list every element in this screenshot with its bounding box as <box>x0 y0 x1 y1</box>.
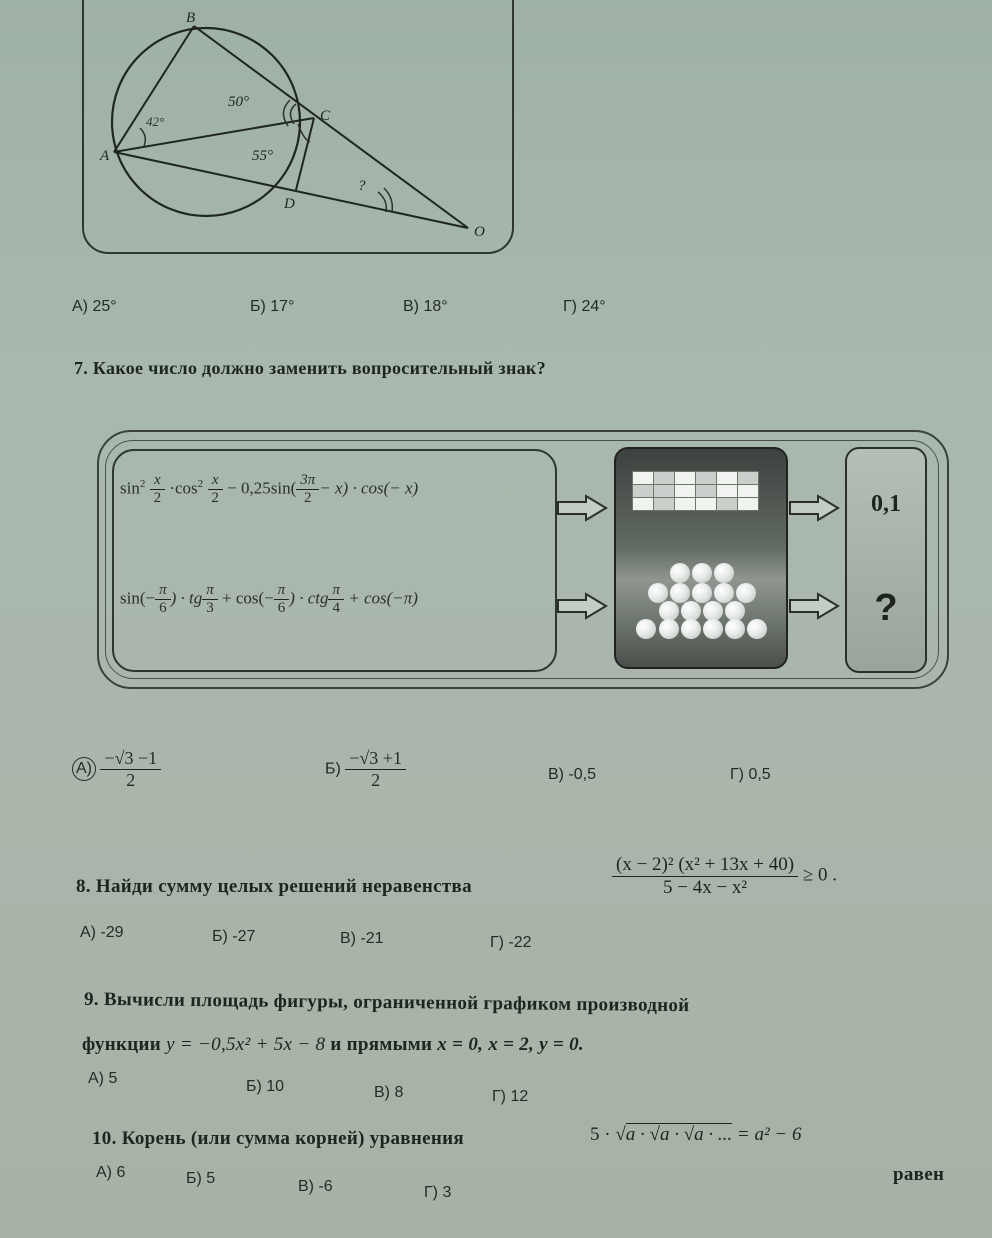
q6-option-c[interactable]: В) 18° <box>403 298 448 315</box>
arrow-right-icon <box>788 494 840 522</box>
angle-label-55: 55° <box>252 148 273 164</box>
q9-option-a[interactable]: А) 5 <box>88 1070 118 1087</box>
q8-inequality: $\frac{\text{(x − 2)² (x² + 13x + 40)}}{\text{5 − 4x − x²}}$ ≥ 0 . <box>612 854 837 899</box>
machine-box <box>614 447 788 669</box>
q8-option-c[interactable]: В) -21 <box>340 930 384 947</box>
tiles-grid <box>632 471 772 511</box>
q9-option-d[interactable]: Г) 12 <box>492 1088 529 1105</box>
arrow-right-icon <box>556 592 608 620</box>
expression-1: $\sin^2$ $\frac{x}{2}$ $\cdot\cos^2$ $\frac{x}{2}$ − 0,25sin( $\frac{3\pi}{2}$ − x) · cos(− x) <box>120 472 419 507</box>
q10-option-b[interactable]: Б) 5 <box>186 1170 216 1187</box>
q10-tail: равен <box>893 1164 945 1185</box>
circle <box>112 28 300 216</box>
q9-option-b[interactable]: Б) 10 <box>246 1078 285 1095</box>
label-d: D <box>284 196 295 212</box>
q7-title: 7. Какое число должно заменить вопросительный знак? <box>74 358 546 378</box>
result-value-1: 0,1 <box>871 491 901 517</box>
radical-sign: √ <box>615 1124 626 1145</box>
q9-title-line2: функции y = −0,5x² + 5x − 8 и прямыми x = 0, x = 2, y = 0. <box>82 1034 584 1055</box>
expression-2: sin(− $\frac{\pi}{6}$ ) · tg $\frac{\pi}{3}$ + cos(− $\frac{\pi}{6}$ ) · ctg $\frac{\pi}{4}$ + cos(−π) <box>120 582 418 617</box>
q8-title: 8. Найди сумму целых решений неравенства <box>76 876 472 897</box>
q10-title: 10. Корень (или сумма корней) уравнения <box>92 1128 464 1149</box>
arrow-right-icon <box>556 494 608 522</box>
selected-circle: А) <box>72 757 96 781</box>
q6-option-b[interactable]: Б) 17° <box>250 298 295 315</box>
label-c: C <box>320 108 331 124</box>
balls-pyramid <box>632 563 772 639</box>
q9-title-line1: 9. Вычисли площадь фигуры, ограниченной графиком производной <box>83 988 690 1017</box>
q10-option-c[interactable]: В) -6 <box>298 1178 333 1195</box>
q10-equation: 5 · √a · √a · √a · ... = a² − 6 <box>590 1124 802 1145</box>
q10-option-d[interactable]: Г) 3 <box>424 1184 452 1201</box>
q8-option-d[interactable]: Г) -22 <box>490 934 532 951</box>
q6-option-a[interactable]: А) 25° <box>72 298 117 315</box>
angle-label-42: 42° <box>146 114 165 129</box>
arrow-right-icon <box>788 592 840 620</box>
q7-option-d[interactable]: Г) 0,5 <box>730 766 771 783</box>
q7-option-a[interactable]: А) $\frac{-√3 -1}{2}$ <box>72 748 161 790</box>
result-box <box>845 447 927 673</box>
label-a: A <box>100 148 110 164</box>
label-o: O <box>474 224 485 240</box>
q7-option-c[interactable]: В) -0,5 <box>548 766 597 783</box>
result-unknown: ? <box>874 587 898 629</box>
label-b: B <box>186 10 196 26</box>
q8-option-a[interactable]: А) -29 <box>80 924 124 941</box>
q7-option-b[interactable]: Б) $\frac{-√3 +1}{2}$ <box>325 748 406 790</box>
q6-option-d[interactable]: Г) 24° <box>563 298 606 315</box>
q8-option-b[interactable]: Б) -27 <box>212 928 256 945</box>
angle-label-unknown: ? <box>358 178 366 194</box>
q9-option-c[interactable]: В) 8 <box>374 1084 404 1101</box>
angle-label-50: 50° <box>228 94 249 110</box>
angle-arc-a <box>140 128 145 146</box>
circle-secant-diagram <box>82 0 510 252</box>
q10-option-a[interactable]: А) 6 <box>96 1164 126 1181</box>
